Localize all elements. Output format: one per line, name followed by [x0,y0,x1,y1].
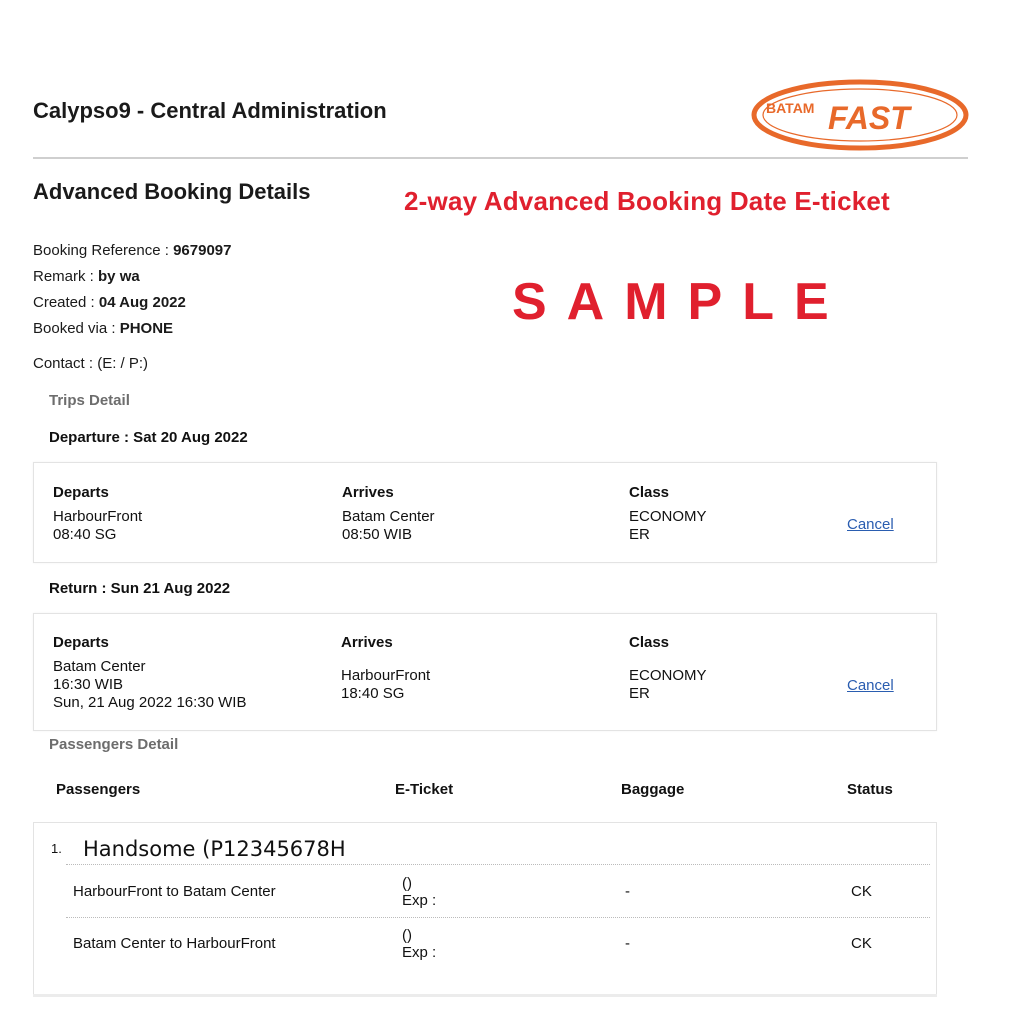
passenger-name: Handsome (P12345678H [83,837,346,861]
column-header-eticket: E-Ticket [395,781,454,798]
class-line: ECONOMY [629,667,707,684]
return-departs [53,634,246,712]
arrives-line: HarbourFront [341,667,431,684]
logo-word-fast: FAST [828,100,910,136]
leg-status: CK [851,883,872,900]
passengers-section-title: Passengers Detail [49,736,179,753]
return-cancel-link[interactable]: Cancel [847,677,894,694]
departure-trip-card [33,462,937,563]
overlay-heading: 2-way Advanced Booking Date E-ticket [404,186,890,216]
batam-fast-logo [750,78,970,152]
departs-header: Departs [53,484,109,501]
booking-contact: Contact : (E: / P:) [33,355,149,372]
leg-baggage: - [625,935,630,952]
card-bottom-edge [33,994,937,997]
remark-value: by wa [98,268,140,285]
row-divider [66,864,930,865]
arrives-header: Arrives [342,484,394,501]
eticket-line: () [402,875,412,892]
leg-route: Batam Center to HarbourFront [73,935,276,952]
departs-line: Batam Center [53,658,146,675]
return-class [629,634,707,703]
leg-eticket [402,875,436,909]
booking-via [33,320,173,337]
class-line: ER [629,685,650,702]
leg-status: CK [851,935,872,952]
eticket-line: Exp : [402,892,437,909]
sample-watermark: SAMPLE [512,273,849,331]
created-value: 04 Aug 2022 [98,294,186,311]
booking-remark [33,268,140,285]
booking-reference [33,242,232,259]
leg-eticket [402,927,436,961]
booking-reference-label: Booking Reference : [33,242,174,259]
booked-via-value: PHONE [119,320,174,337]
trips-section-title: Trips Detail [49,392,130,409]
departs-line: 16:30 WIB [53,676,124,693]
arrives-header: Arrives [341,634,393,651]
row-divider [66,917,930,918]
eticket-line: Exp : [402,944,437,961]
logo-word-batam: BATAM [766,100,815,116]
leg-route: HarbourFront to Batam Center [73,883,276,900]
departure-cancel-link[interactable]: Cancel [847,516,894,533]
departs-line: 08:40 SG [53,526,117,543]
column-header-passengers: Passengers [56,781,141,798]
created-label: Created : [33,294,99,311]
leg-baggage: - [625,883,630,900]
class-line: ER [629,526,650,543]
app-title: Calypso9 - Central Administration [33,98,387,123]
class-line: ECONOMY [629,508,707,525]
departure-class [629,484,707,544]
return-trip-card [33,613,937,731]
column-header-baggage: Baggage [621,781,685,798]
arrives-line: Batam Center [342,508,435,525]
remark-label: Remark : [33,268,99,285]
booking-created [33,294,186,311]
booking-reference-value: 9679097 [173,242,232,259]
return-arrives [341,634,430,703]
departure-departs [53,484,142,544]
departure-arrives [342,484,435,544]
departure-date: Departure : Sat 20 Aug 2022 [49,429,248,446]
return-date: Return : Sun 21 Aug 2022 [49,580,231,597]
booked-via-label: Booked via : [33,320,120,337]
passenger-number: 1. [51,841,62,856]
page-title: Advanced Booking Details [33,179,311,204]
arrives-line: 18:40 SG [341,685,405,702]
departs-line: Sun, 21 Aug 2022 16:30 WIB [53,694,247,711]
arrives-line: 08:50 WIB [342,526,413,543]
column-header-status: Status [847,781,893,798]
eticket-line: () [402,927,412,944]
header-divider [33,157,968,159]
class-header: Class [629,484,670,501]
departs-header: Departs [53,634,109,651]
class-header: Class [629,634,670,651]
departs-line: HarbourFront [53,508,143,525]
